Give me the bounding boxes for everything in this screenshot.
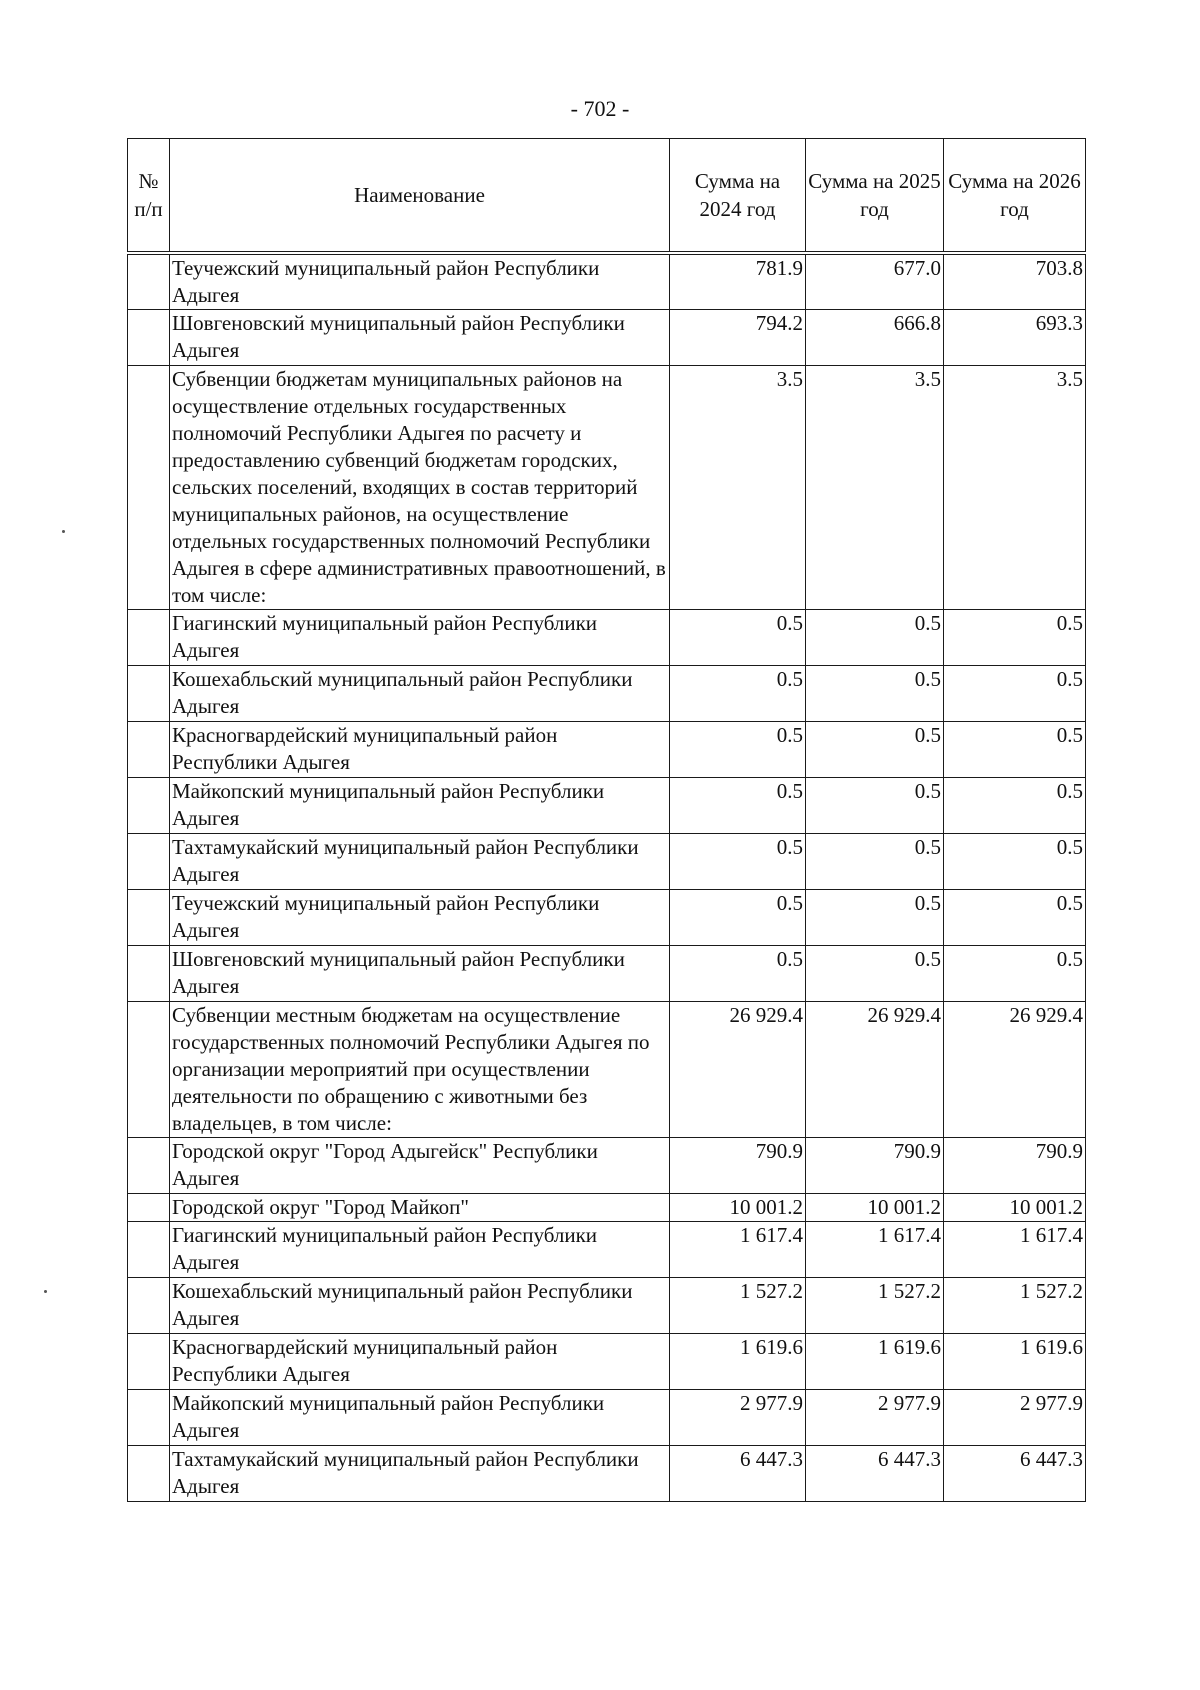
row-2025: 1 619.6 <box>806 1334 944 1390</box>
header-2025: Сумма на 2025 год <box>806 139 944 254</box>
header-num: № п/п <box>128 139 170 254</box>
row-2026: 1 527.2 <box>944 1278 1086 1334</box>
row-2026: 10 001.2 <box>944 1194 1086 1222</box>
row-2026: 0.5 <box>944 610 1086 666</box>
row-2024: 6 447.3 <box>670 1446 806 1502</box>
row-2026: 693.3 <box>944 310 1086 366</box>
table-row <box>128 1278 1086 1334</box>
row-2024: 794.2 <box>670 310 806 366</box>
table-row <box>128 1390 1086 1446</box>
row-name: Субвенции бюджетам муниципальных районов на осуществление отдельных государственных полномочий Республики Адыгея по расчету и предоставлению субвенций бюджетам городских, сельских поселений, входящих в состав территорий муниципальных районов, на осуществление отдельных государственных полномочий Республики Адыгея в сфере административных правоотношений, в том числе: <box>170 366 670 610</box>
row-name: Теучежский муниципальный район Республики Адыгея <box>170 253 670 310</box>
row-2024: 0.5 <box>670 834 806 890</box>
row-name: Субвенции местным бюджетам на осуществление государственных полномочий Республики Адыгея по организации мероприятий при осуществлении деятельности по обращению с животными без владельцев, в том числе: <box>170 1002 670 1138</box>
row-name: Гиагинский муниципальный район Республики Адыгея <box>170 610 670 666</box>
row-name: Кошехабльский муниципальный район Республики Адыгея <box>170 666 670 722</box>
scan-speck <box>62 530 65 533</box>
row-name: Гиагинский муниципальный район Республики Адыгея <box>170 1222 670 1278</box>
row-num <box>128 1446 170 1502</box>
header-name: Наименование <box>170 139 670 254</box>
row-name: Кошехабльский муниципальный район Республики Адыгея <box>170 1278 670 1334</box>
table-row <box>128 1334 1086 1390</box>
row-2024: 0.5 <box>670 666 806 722</box>
row-2025: 3.5 <box>806 366 944 610</box>
row-name: Тахтамукайский муниципальный район Республики Адыгея <box>170 1446 670 1502</box>
row-2024: 1 527.2 <box>670 1278 806 1334</box>
table-row <box>128 834 1086 890</box>
table-row <box>128 310 1086 366</box>
row-num <box>128 946 170 1002</box>
row-2025: 677.0 <box>806 253 944 310</box>
table-row <box>128 722 1086 778</box>
row-2026: 0.5 <box>944 834 1086 890</box>
row-2025: 2 977.9 <box>806 1390 944 1446</box>
row-2025: 0.5 <box>806 610 944 666</box>
row-num <box>128 1390 170 1446</box>
row-2025: 0.5 <box>806 778 944 834</box>
table-row <box>128 946 1086 1002</box>
row-name: Городской округ "Город Адыгейск" Республики Адыгея <box>170 1138 670 1194</box>
row-2024: 3.5 <box>670 366 806 610</box>
table-row <box>128 890 1086 946</box>
row-2024: 1 619.6 <box>670 1334 806 1390</box>
row-2025: 0.5 <box>806 666 944 722</box>
table-row <box>128 1138 1086 1194</box>
row-2026: 6 447.3 <box>944 1446 1086 1502</box>
row-2026: 0.5 <box>944 890 1086 946</box>
row-num <box>128 310 170 366</box>
row-name: Тахтамукайский муниципальный район Республики Адыгея <box>170 834 670 890</box>
row-2025: 1 527.2 <box>806 1278 944 1334</box>
row-2024: 1 617.4 <box>670 1222 806 1278</box>
row-2026: 3.5 <box>944 366 1086 610</box>
row-2026: 790.9 <box>944 1138 1086 1194</box>
row-num <box>128 253 170 310</box>
page-number: - 702 - <box>570 96 630 121</box>
table-row <box>128 666 1086 722</box>
header-2024: Сумма на 2024 год <box>670 139 806 254</box>
row-2026: 1 619.6 <box>944 1334 1086 1390</box>
row-2024: 790.9 <box>670 1138 806 1194</box>
budget-table <box>127 138 1086 1502</box>
row-num <box>128 778 170 834</box>
header-row <box>128 139 1086 254</box>
row-2024: 10 001.2 <box>670 1194 806 1222</box>
row-2026: 26 929.4 <box>944 1002 1086 1138</box>
row-name: Шовгеновский муниципальный район Республики Адыгея <box>170 310 670 366</box>
row-num <box>128 1222 170 1278</box>
row-2026: 0.5 <box>944 722 1086 778</box>
row-num <box>128 890 170 946</box>
row-2024: 2 977.9 <box>670 1390 806 1446</box>
row-num <box>128 610 170 666</box>
table-row <box>128 1222 1086 1278</box>
row-2024: 0.5 <box>670 946 806 1002</box>
row-num <box>128 834 170 890</box>
row-num <box>128 366 170 610</box>
row-2025: 790.9 <box>806 1138 944 1194</box>
row-2025: 26 929.4 <box>806 1002 944 1138</box>
row-num <box>128 722 170 778</box>
row-num <box>128 1138 170 1194</box>
row-name: Красногвардейский муниципальный район Республики Адыгея <box>170 722 670 778</box>
header-2026: Сумма на 2026 год <box>944 139 1086 254</box>
row-name: Майкопский муниципальный район Республики Адыгея <box>170 778 670 834</box>
row-num <box>128 1278 170 1334</box>
row-num <box>128 666 170 722</box>
table-row <box>128 1194 1086 1222</box>
row-name: Городской округ "Город Майкоп" <box>170 1194 670 1222</box>
row-2025: 1 617.4 <box>806 1222 944 1278</box>
row-2026: 0.5 <box>944 778 1086 834</box>
row-2025: 0.5 <box>806 722 944 778</box>
row-2024: 0.5 <box>670 610 806 666</box>
row-2025: 0.5 <box>806 890 944 946</box>
row-2025: 6 447.3 <box>806 1446 944 1502</box>
table-row <box>128 1002 1086 1138</box>
table-row <box>128 366 1086 610</box>
row-2026: 0.5 <box>944 666 1086 722</box>
scan-speck <box>44 1290 47 1293</box>
table-row <box>128 610 1086 666</box>
row-2025: 666.8 <box>806 310 944 366</box>
row-name: Майкопский муниципальный район Республики Адыгея <box>170 1390 670 1446</box>
row-2024: 0.5 <box>670 890 806 946</box>
row-name: Теучежский муниципальный район Республики Адыгея <box>170 890 670 946</box>
row-num <box>128 1002 170 1138</box>
row-2026: 703.8 <box>944 253 1086 310</box>
row-2024: 0.5 <box>670 722 806 778</box>
row-2025: 0.5 <box>806 834 944 890</box>
row-num <box>128 1334 170 1390</box>
row-2025: 10 001.2 <box>806 1194 944 1222</box>
row-2025: 0.5 <box>806 946 944 1002</box>
row-name: Шовгеновский муниципальный район Республики Адыгея <box>170 946 670 1002</box>
table-row <box>128 253 1086 310</box>
row-2024: 26 929.4 <box>670 1002 806 1138</box>
row-num <box>128 1194 170 1222</box>
table-row <box>128 778 1086 834</box>
table-row <box>128 1446 1086 1502</box>
row-2026: 1 617.4 <box>944 1222 1086 1278</box>
row-2026: 0.5 <box>944 946 1086 1002</box>
row-name: Красногвардейский муниципальный район Республики Адыгея <box>170 1334 670 1390</box>
row-2026: 2 977.9 <box>944 1390 1086 1446</box>
row-2024: 0.5 <box>670 778 806 834</box>
row-2024: 781.9 <box>670 253 806 310</box>
